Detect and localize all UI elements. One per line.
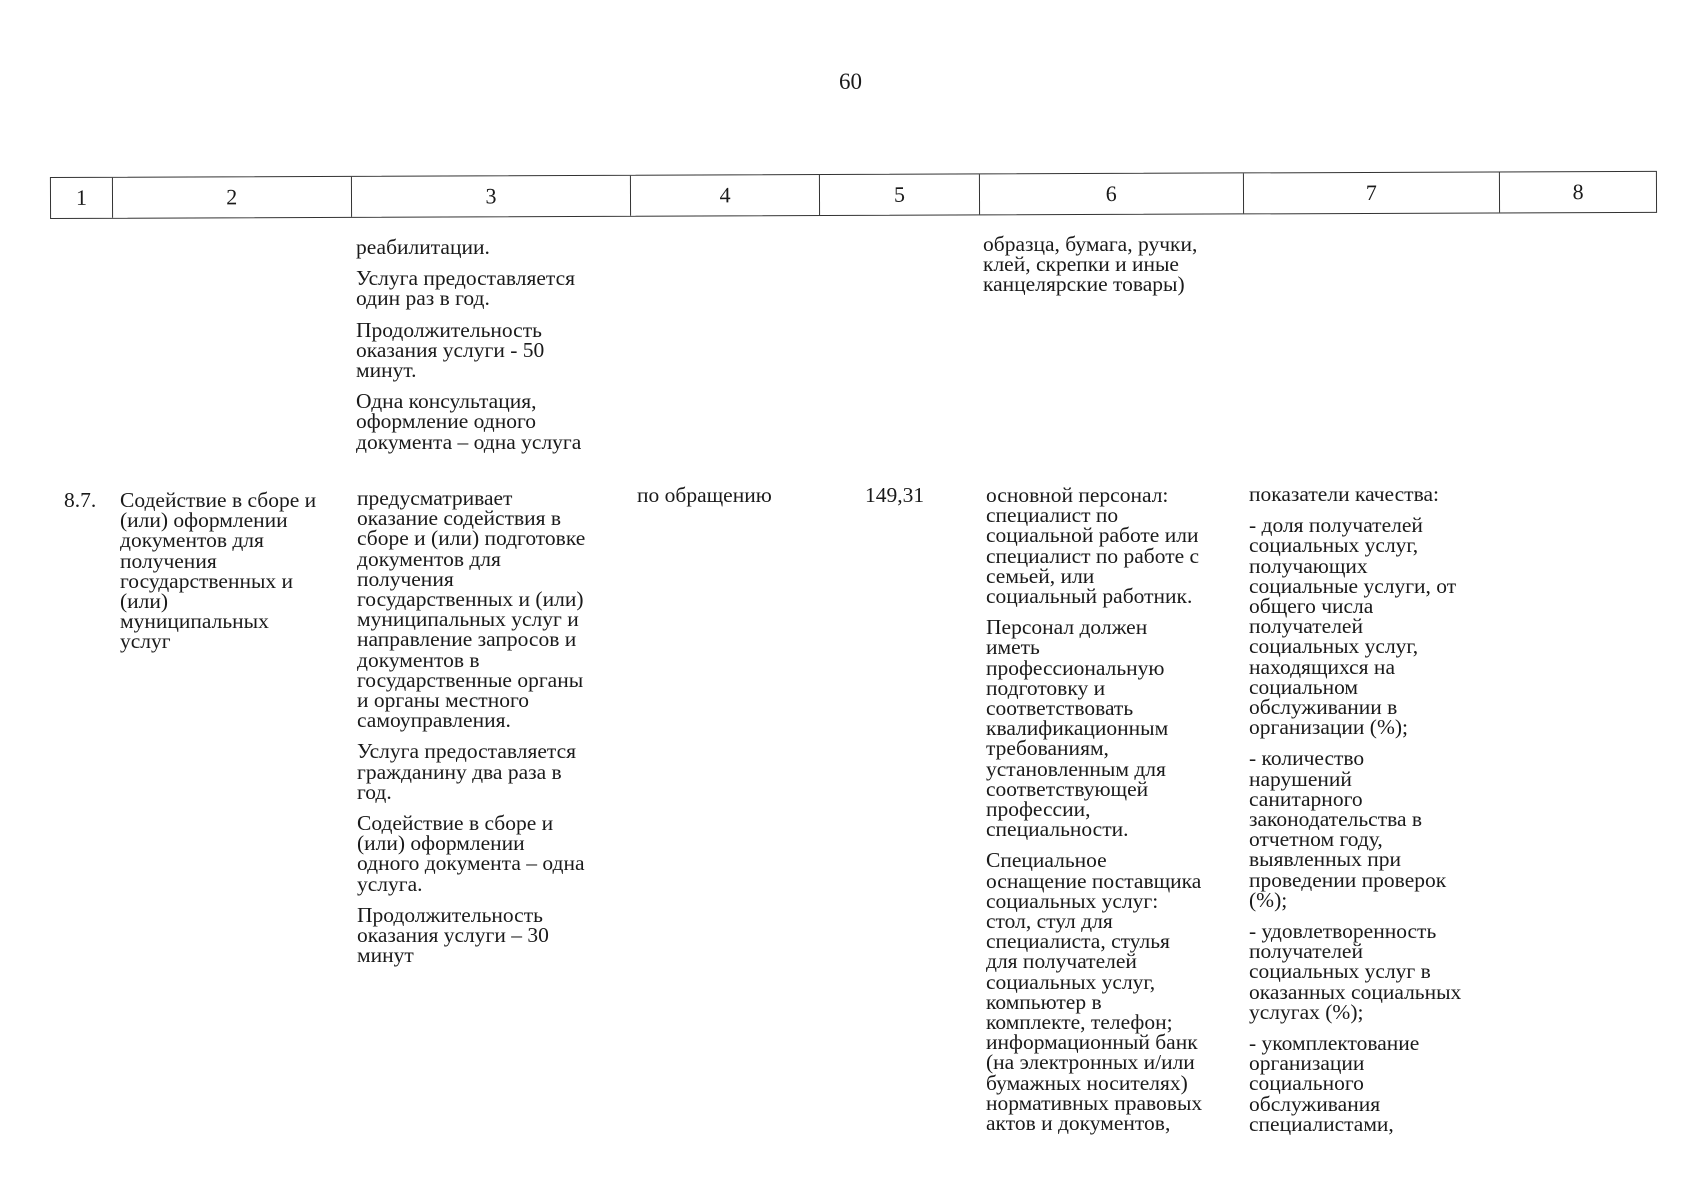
header-col-7: 7 bbox=[1243, 172, 1500, 213]
header-col-5: 5 bbox=[820, 174, 980, 215]
description-paragraph: Услуга предоставляется гражданину два раза в год. bbox=[357, 739, 576, 804]
quality-indicators bbox=[1249, 484, 1514, 1134]
quality-paragraph: - доля получателей социальных услуг, получающих социальные услуги, от общего числа получателей социальных услуг, находящихся на социальном обслуживании в организации (%); bbox=[1249, 513, 1457, 740]
quality-paragraph: - укомплектование организации социального обслуживания специалистами, bbox=[1249, 1031, 1420, 1136]
continuation-col3-paragraph: Продолжительность оказания услуги - 50 минут. bbox=[356, 317, 545, 383]
header-col-4: 4 bbox=[631, 175, 820, 216]
conditions-paragraph: основной персонал: специалист по социальной работе или специалист по работе с семьей, или социальный работник. bbox=[986, 483, 1200, 609]
quality-paragraph: - удовлетворенность получателей социальных услуг в оказанных социальных услугах (%); bbox=[1249, 919, 1462, 1024]
header-col-2: 2 bbox=[113, 177, 352, 218]
quality-paragraph: - количество нарушений санитарного законодательства в отчетном году, выявленных при проведении проверок (%); bbox=[1249, 746, 1447, 912]
conditions-paragraph: Специальное оснащение поставщика социальных услуг: стол, стул для специалиста, стулья для получателей социальных услуг, компьютер в комплекте, телефон; информационный банк (на электронных и/или бумажных носителях) нормативных правовых актов и документов, bbox=[986, 848, 1203, 1136]
service-name: Содействие в сборе и (или) оформлении документов для получения государственных и (или) муниципальных услуг bbox=[120, 488, 317, 654]
continuation-col3-paragraph: Услуга предоставляется один раз в год. bbox=[356, 266, 575, 311]
continuation-col6-paragraph: образца, бумага, ручки, клей, скрепки и иные канцелярские товары) bbox=[983, 232, 1198, 297]
description-paragraph: Содействие в сборе и (или) оформлении одного документа – одна услуга. bbox=[357, 811, 585, 896]
service-description bbox=[357, 486, 627, 968]
page-number: 60 bbox=[839, 69, 862, 94]
row-number: 8.7. bbox=[64, 488, 97, 512]
service-tariff: 149,31 bbox=[865, 483, 925, 507]
description-paragraph: Продолжительность оказания услуги – 30 минут bbox=[357, 902, 549, 968]
table-header-row bbox=[50, 171, 1657, 219]
service-frequency: по обращению bbox=[637, 483, 772, 507]
header-col-8: 8 bbox=[1572, 179, 1584, 205]
header-col-1: 1 bbox=[51, 178, 113, 218]
continuation-col3-paragraph: реабилитации. bbox=[356, 235, 490, 259]
quality-paragraph: показатели качества: bbox=[1249, 482, 1439, 506]
description-paragraph: предусматривает оказание содействия в сборе и (или) подготовке документов для получения государственных и (или) муниципальных услуг и направление запросов и документов в государственные органы и органы местного самоуправления. bbox=[357, 486, 586, 733]
continuation-col3-paragraph: Одна консультация, оформление одного документа – одна услуга bbox=[356, 389, 582, 454]
header-col-3: 3 bbox=[352, 176, 632, 217]
continuation-col3 bbox=[356, 237, 626, 452]
service-conditions bbox=[986, 483, 1251, 1136]
continuation-col6 bbox=[983, 234, 1248, 295]
header-col-6: 6 bbox=[980, 173, 1244, 214]
conditions-paragraph: Персонал должен иметь профессиональную подготовку и соответствовать квалификационным требованиям, установленным для соответствующей профессии, специальности. bbox=[986, 615, 1169, 842]
